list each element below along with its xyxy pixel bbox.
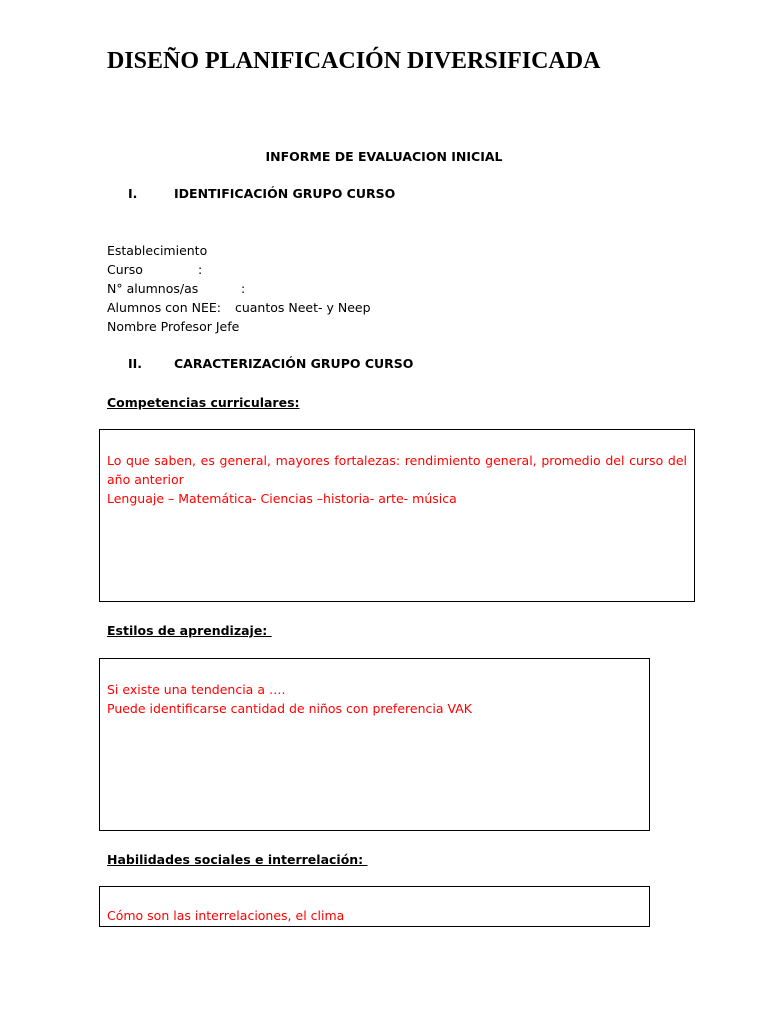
competencias-heading: Competencias curriculares: [107,395,300,410]
section-1-title: IDENTIFICACIÓN GRUPO CURSO [174,186,396,201]
field-label: Alumnos con NEE: [107,300,221,315]
estilos-heading: Estilos de aprendizaje: [107,623,272,638]
field-num-alumnos [107,279,371,298]
field-curso [107,260,371,279]
section-1-number: I. [128,186,138,201]
section-2-heading [128,355,413,372]
field-establecimiento [107,241,371,260]
habilidades-heading: Habilidades sociales e interrelación: [107,852,368,867]
field-label: Nombre Profesor Jefe [107,319,240,334]
field-value: cuantos Neet- y Neep [234,300,371,315]
habilidades-text-1: Cómo son las interrelaciones, el clima [107,908,345,923]
field-profesor-jefe [107,317,371,336]
competencias-text-1: Lo que saben, es general, mayores fortalezas: rendimiento general, promedio del curso del año anterior [107,453,687,487]
report-subtitle: INFORME DE EVALUACION INICIAL [265,149,503,164]
identification-fields [107,241,371,336]
document-title: DISEÑO PLANIFICACIÓN DIVERSIFICADA [107,48,601,74]
competencias-box [99,429,695,602]
field-label: N° alumnos/as [107,281,199,296]
section-2-title: CARACTERIZACIÓN GRUPO CURSO [174,356,414,371]
section-1-heading [128,185,395,202]
field-alumnos-nee [107,298,371,317]
field-colon: : [198,262,203,277]
field-colon: : [241,281,246,296]
competencias-text-2: Lenguaje – Matemática- Ciencias –historia- arte- música [107,491,457,506]
estilos-text-2: Puede identificarse cantidad de niños con preferencia VAK [107,701,472,716]
field-label: Curso [107,262,143,277]
section-2-number: II. [128,356,143,371]
field-label: Establecimiento [107,243,208,258]
estilos-text-1: Si existe una tendencia a …. [107,682,286,697]
estilos-box [99,658,650,831]
habilidades-box [99,886,650,927]
